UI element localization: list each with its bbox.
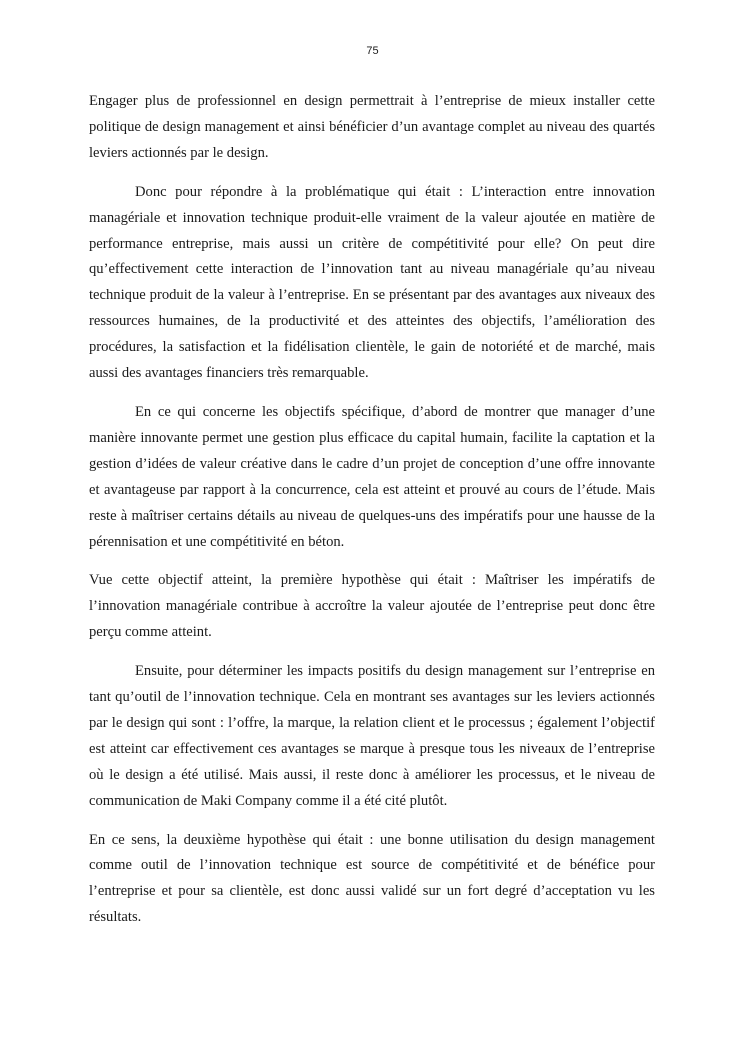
page-number: 75	[366, 45, 379, 57]
paragraph-6: En ce sens, la deuxième hypothèse qui était : une bonne utilisation du design management comme outil de l’innovation technique est source de compétitivité et de bénéfice pour l’entreprise et pour sa clientèle, est donc aussi validé sur un fort degré d’acceptation vu les résultats.	[89, 831, 655, 926]
paragraph-2: Donc pour répondre à la problématique qui était : L’interaction entre innovation managériale et innovation technique produit-elle vraiment de la valeur ajoutée en matière de performance entreprise, mais aussi un critère de compétitivité pour elle? On peut dire qu’effectivement cette interaction de l’innovation tant au niveau managériale qu’au niveau technique produit de la valeur à l’entreprise. En se présentant par des avantages aux niveaux des ressources humaines, de la productivité et des atteintes des objectifs, l’amélioration des procédures, la satisfaction et la fidélisation clientèle, le gain de notoriété et de marché, mais aussi des avantages financiers très remarquable.	[89, 183, 655, 382]
paragraph-5: Ensuite, pour déterminer les impacts positifs du design management sur l’entreprise en tant qu’outil de l’innovation technique. Cela en montrant ses avantages sur les leviers actionnés par le design qui sont : l’offre, la marque, la relation client et le processus ; également l’objectif est atteint car effectivement ces avantages se marque à presque tous les niveaux de l’entreprise où le design a été utilisé. Mais aussi, il reste donc à améliorer les processus, et le niveau de communication de Maki Company comme il a été cité plutôt.	[89, 663, 655, 809]
paragraph-4: Vue cette objectif atteint, la première hypothèse qui était : Maîtriser les impératifs de l’innovation managériale contribue à accroître la valeur ajoutée de l’entreprise peut donc être perçu comme atteint.	[89, 572, 655, 641]
document-body	[89, 89, 655, 931]
paragraph-3: En ce qui concerne les objectifs spécifique, d’abord de montrer que manager d’une manière innovante permet une gestion plus efficace du capital humain, facilite la captation et la gestion d’idées de valeur créative dans le cadre d’un projet de conception d’une offre innovante et avantageuse par rapport à la concurrence, cela est atteint et prouvé au cours de l’étude. Mais reste à maîtriser certains détails au niveau de quelques-uns des impératifs pour une hausse de la pérennisation et une compétitivité en béton.	[89, 403, 655, 550]
paragraph-1: Engager plus de professionnel en design permettrait à l’entreprise de mieux installer cette politique de design management et ainsi bénéficier d’un avantage complet au niveau des quartés leviers actionnés par le design.	[89, 93, 655, 161]
